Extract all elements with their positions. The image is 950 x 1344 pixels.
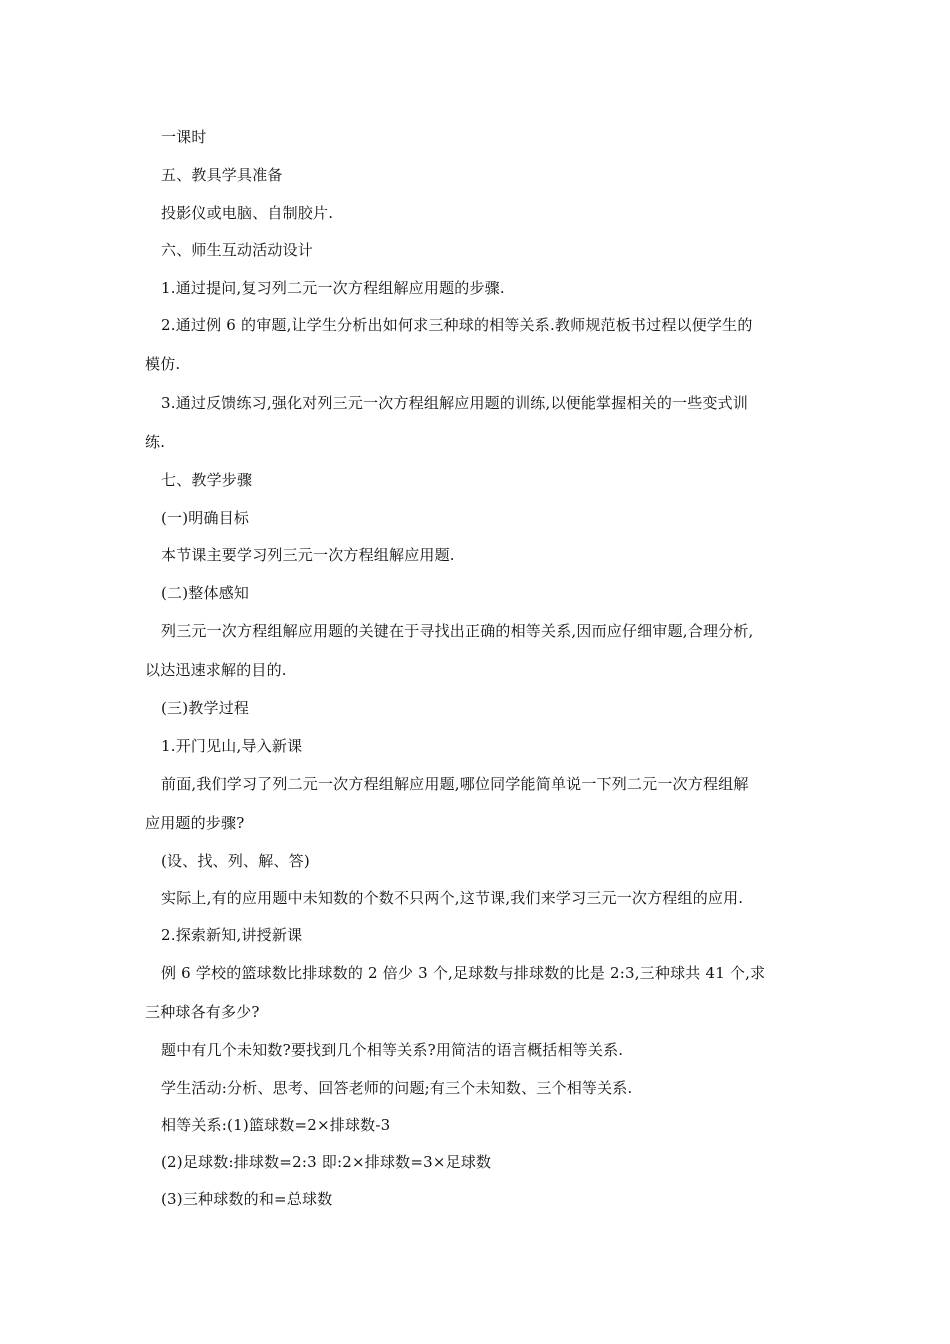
text-line: 题中有几个未知数?要找到几个相等关系?用简洁的语言概括相等关系.: [161, 1041, 624, 1059]
text-line: 本节课主要学习列三元一次方程组解应用题.: [161, 546, 455, 564]
text-line: 1.开门见山,导入新课: [161, 737, 303, 755]
text-line: 列三元一次方程组解应用题的关键在于寻找出正确的相等关系,因而应仔细审题,合理分析,: [161, 622, 754, 640]
text-line: 模仿.: [145, 355, 181, 373]
subsection-heading: (一)明确目标: [161, 509, 250, 527]
example-line: 例 6 学校的篮球数比排球数的 2 倍少 3 个,足球数与排球数的比是 2:3,三种球共 41 个,求: [161, 964, 766, 982]
example-line: 三种球各有多少?: [145, 1003, 260, 1021]
text-line: 1.通过提问,复习列二元一次方程组解应用题的步骤.: [161, 279, 505, 297]
text-line: 学生活动:分析、思考、回答老师的问题;有三个未知数、三个相等关系.: [161, 1079, 633, 1097]
subsection-heading: (三)教学过程: [161, 699, 250, 717]
subsection-heading: (二)整体感知: [161, 584, 250, 602]
section-heading: 七、教学步骤: [161, 471, 253, 489]
text-line: 练.: [145, 433, 166, 451]
text-line: 3.通过反馈练习,强化对列三元一次方程组解应用题的训练,以便能掌握相关的一些变式训: [161, 394, 749, 412]
equation-line: (3)三种球数的和=总球数: [161, 1190, 333, 1208]
text-line: 以达迅速求解的目的.: [145, 661, 287, 679]
text-line: 投影仪或电脑、自制胶片.: [161, 204, 334, 222]
text-line: 2.通过例 6 的审题,让学生分析出如何求三种球的相等关系.教师规范板书过程以便学生的: [161, 316, 753, 334]
text-line: (设、找、列、解、答): [161, 852, 310, 870]
equation-line: (2)足球数:排球数=2:3 即:2×排球数=3×足球数: [161, 1153, 492, 1171]
text-line: 前面,我们学习了列二元一次方程组解应用题,哪位同学能简单说一下列二元一次方程组解: [161, 775, 749, 793]
text-line: 一课时: [161, 128, 207, 146]
text-line: 应用题的步骤?: [145, 814, 245, 832]
section-heading: 五、教具学具准备: [161, 166, 283, 184]
section-heading: 六、师生互动活动设计: [161, 241, 314, 259]
equation-line: 相等关系:(1)篮球数=2×排球数-3: [161, 1116, 391, 1134]
text-line: 2.探索新知,讲授新课: [161, 926, 303, 944]
text-line: 实际上,有的应用题中未知数的个数不只两个,这节课,我们来学习三元一次方程组的应用.: [161, 889, 744, 907]
